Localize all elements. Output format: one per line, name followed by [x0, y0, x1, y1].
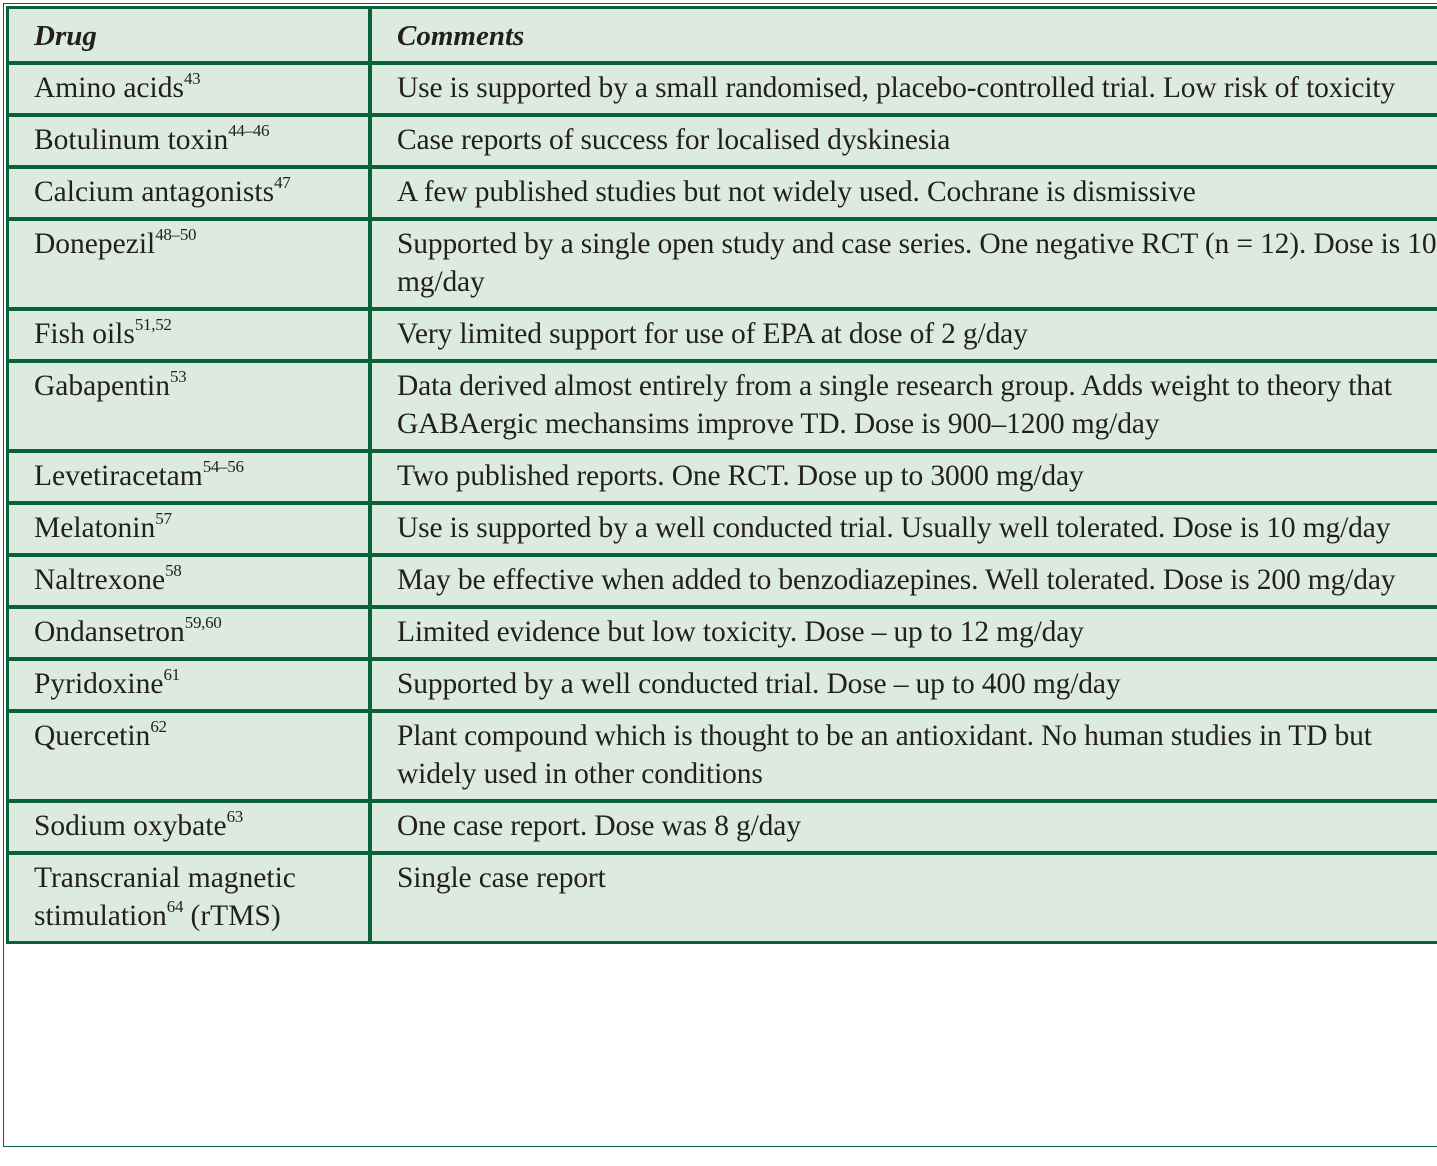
drug-cell [8, 853, 371, 943]
drug-cell [8, 63, 371, 115]
comment-cell: One case report. Dose was 8 g/day [370, 801, 1437, 853]
drug-cell [8, 361, 371, 451]
comment-cell: A few published studies but not widely used. Cochrane is dismissive [370, 167, 1437, 219]
comment-cell: Data derived almost entirely from a single research group. Adds weight to theory that GABAergic mechansims improve TD. Dose is 900–1200 mg/day [370, 361, 1437, 451]
comment-cell: Plant compound which is thought to be an antioxidant. No human studies in TD but widely used in other conditions [370, 711, 1437, 801]
reference-superscript: 44–46 [228, 121, 270, 141]
header-comments: Comments [370, 8, 1437, 64]
reference-superscript: 47 [274, 173, 291, 193]
comment-cell: Very limited support for use of EPA at dose of 2 g/day [370, 309, 1437, 361]
drug-name: Melatonin [34, 512, 156, 544]
comment-cell: Single case report [370, 853, 1437, 943]
drug-cell [8, 659, 371, 711]
drug-cell [8, 503, 371, 555]
table-body [8, 63, 1437, 943]
table-row [8, 607, 1437, 659]
reference-superscript: 51,52 [134, 315, 172, 335]
table-row [8, 309, 1437, 361]
drug-cell [8, 167, 371, 219]
reference-superscript: 59,60 [184, 613, 222, 633]
reference-superscript: 54–56 [202, 457, 244, 477]
table-row [8, 63, 1437, 115]
drug-cell [8, 607, 371, 659]
table-row [8, 167, 1437, 219]
drug-name: Gabapentin [34, 370, 170, 402]
drug-cell [8, 555, 371, 607]
drug-cell [8, 801, 371, 853]
drug-name: Transcranial magnetic stimulation [34, 862, 296, 932]
drug-name: Quercetin [34, 720, 151, 752]
reference-superscript: 62 [150, 717, 167, 737]
table-row [8, 555, 1437, 607]
reference-superscript: 61 [163, 665, 180, 685]
drug-comments-table [6, 6, 1437, 944]
drug-name: Sodium oxybate [34, 810, 227, 842]
header-drug: Drug [8, 8, 371, 64]
comment-cell: May be effective when added to benzodiazepines. Well tolerated. Dose is 200 mg/day [370, 555, 1437, 607]
table-row [8, 853, 1437, 943]
table-row [8, 801, 1437, 853]
drug-name: Donepezil [34, 228, 156, 260]
table-row [8, 451, 1437, 503]
drug-name: Fish oils [34, 318, 135, 350]
drug-cell [8, 711, 371, 801]
reference-superscript: 63 [226, 807, 243, 827]
drug-name: Levetiracetam [34, 460, 203, 492]
table-row [8, 503, 1437, 555]
table-row [8, 219, 1437, 309]
reference-superscript: 48–50 [155, 225, 197, 245]
drug-name: Calcium antagonists [34, 176, 275, 208]
comment-cell: Limited evidence but low toxicity. Dose – up to 12 mg/day [370, 607, 1437, 659]
comment-cell: Supported by a single open study and case series. One negative RCT (n = 12). Dose is 10 mg/day [370, 219, 1437, 309]
table-row [8, 361, 1437, 451]
comment-cell: Supported by a well conducted trial. Dose – up to 400 mg/day [370, 659, 1437, 711]
reference-superscript: 58 [165, 561, 182, 581]
reference-superscript: 43 [183, 69, 201, 89]
header-row [8, 8, 1437, 64]
drug-name: Botulinum toxin [34, 124, 229, 156]
comment-cell: Case reports of success for localised dyskinesia [370, 115, 1437, 167]
table-row [8, 115, 1437, 167]
drug-name: Naltrexone [34, 564, 166, 596]
drug-name: Amino acids [34, 72, 184, 104]
drug-name-suffix: (rTMS) [183, 900, 281, 932]
drug-cell [8, 219, 371, 309]
comment-cell: Two published reports. One RCT. Dose up to 3000 mg/day [370, 451, 1437, 503]
drug-name: Ondansetron [34, 616, 185, 648]
reference-superscript: 53 [169, 367, 187, 387]
table-row [8, 711, 1437, 801]
comment-cell: Use is supported by a well conducted trial. Usually well tolerated. Dose is 10 mg/day [370, 503, 1437, 555]
comment-cell: Use is supported by a small randomised, placebo-controlled trial. Low risk of toxicity [370, 63, 1437, 115]
drug-cell [8, 451, 371, 503]
reference-superscript: 64 [166, 897, 184, 917]
drug-name: Pyridoxine [34, 668, 164, 700]
table-row [8, 659, 1437, 711]
reference-superscript: 57 [155, 509, 172, 529]
drug-cell [8, 309, 371, 361]
drug-cell [8, 115, 371, 167]
